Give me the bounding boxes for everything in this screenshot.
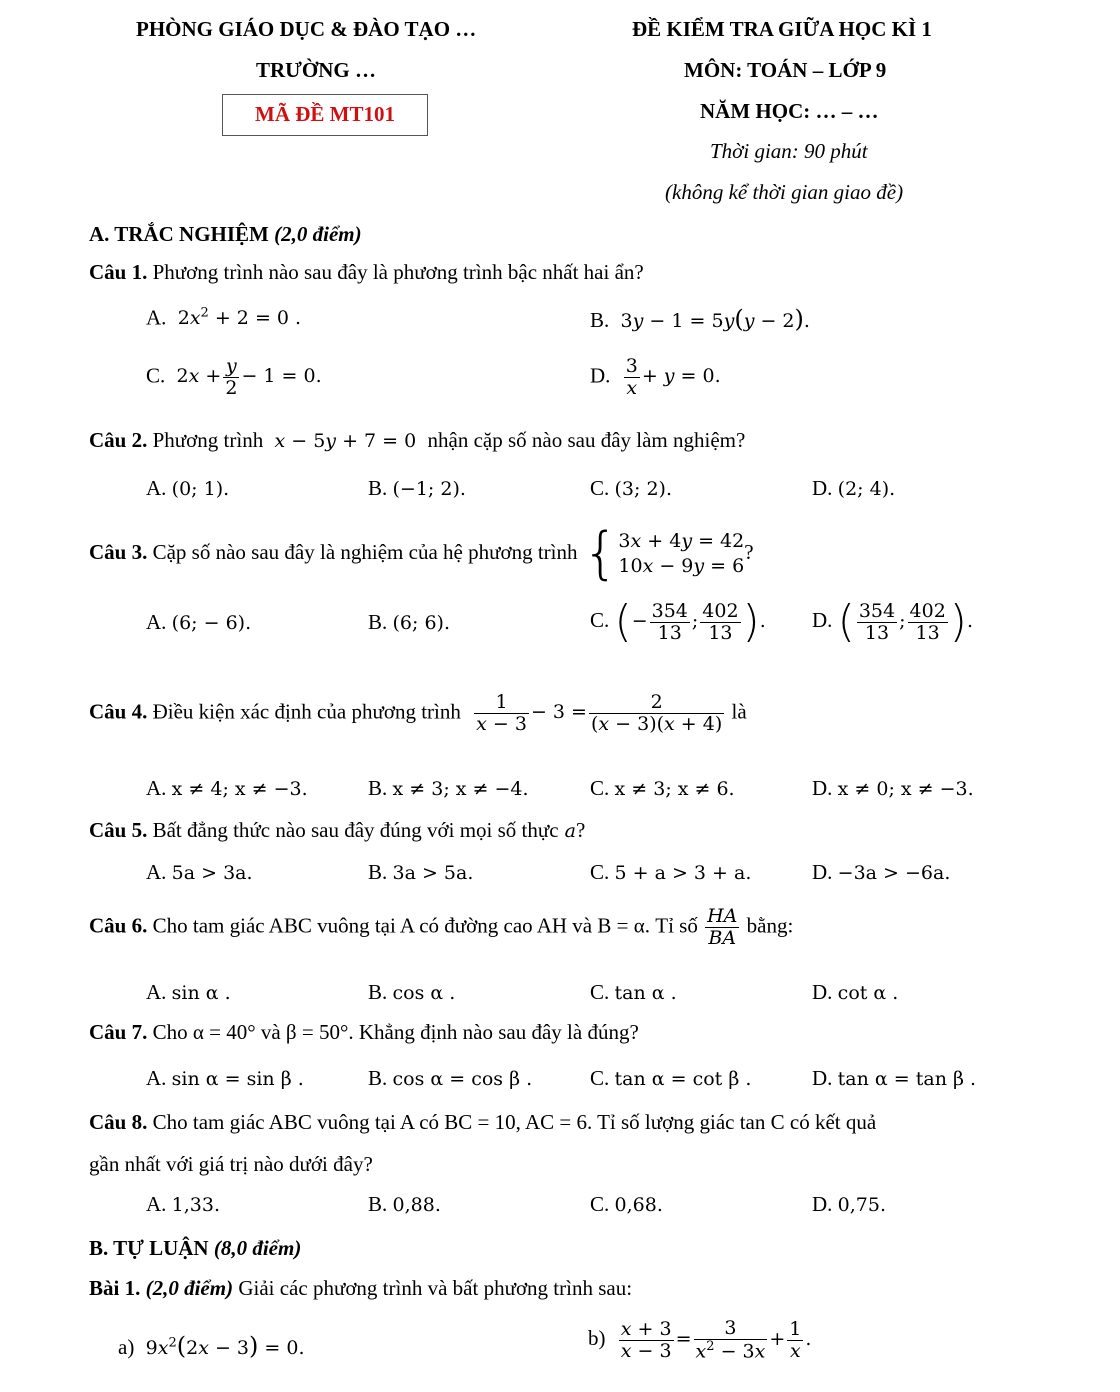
school-year: NĂM HỌC: … – … xyxy=(700,99,879,123)
q8-c-value: 0,68. xyxy=(614,1194,663,1216)
question-2 xyxy=(89,430,745,451)
q8-c-label: C. xyxy=(590,1192,610,1216)
q4-option-a xyxy=(146,778,308,799)
q8-text-line2: gần nhất với giá trị nào dưới đây? xyxy=(89,1152,373,1176)
q2-equation: x − 5y + 7 = 0 xyxy=(274,430,423,452)
bai-1 xyxy=(89,1278,632,1299)
q1-d-label: D. xyxy=(590,363,611,388)
q4-a-label: A. xyxy=(146,776,167,800)
q6-c-label: C. xyxy=(590,980,610,1004)
q8-b-value: 0,88. xyxy=(392,1194,441,1216)
q2-option-c xyxy=(590,478,672,499)
exam-title: ĐỀ KIỂM TRA GIỮA HỌC KÌ 1 xyxy=(632,17,932,41)
q3-option-c xyxy=(590,596,766,647)
q5-option-c xyxy=(590,862,751,883)
q1-c-math: 2x + $\frac{y}{2}$ − 1 = 0. xyxy=(170,355,322,399)
bai1-points: (2,0 điểm) xyxy=(145,1276,234,1300)
question-5: Câu 5. Bất đẳng thức nào sau đây đúng với mọi số thực a? xyxy=(89,818,586,842)
q6-b-label: B. xyxy=(368,980,388,1004)
q5-option-a xyxy=(146,862,253,883)
q6-a-value: sin α . xyxy=(171,982,231,1004)
section-a-points: (2,0 điểm) xyxy=(274,222,362,246)
section-a-title: A. TRẮC NGHIỆM xyxy=(89,222,269,246)
q6-option-b xyxy=(368,982,455,1003)
q1-b-label: B. xyxy=(590,308,610,332)
section-b-title: B. TỰ LUẬN xyxy=(89,1236,209,1260)
q7-label: Câu 7. xyxy=(89,1020,148,1044)
q1-option-c xyxy=(146,356,322,399)
q1-option-d xyxy=(590,356,721,399)
q6-option-d xyxy=(812,982,898,1003)
q7-d-value: tan α = tan β . xyxy=(837,1068,977,1090)
q7-option-a xyxy=(146,1068,304,1089)
q2-a-label: A. xyxy=(146,476,167,500)
q3-option-a xyxy=(146,612,251,633)
q8-a-value: 1,33. xyxy=(171,1194,221,1216)
part-b-math: $\frac{x + 3}{x - 3}$ = $\frac{3}{x^2 - 3x}$ + $\frac{1}{x}$ . xyxy=(620,1317,812,1363)
q2-post: nhận cặp số nào sau đây làm nghiệm? xyxy=(427,428,746,452)
q5-b-value: 3a > 5a. xyxy=(392,862,474,884)
part-a-math: $9x^2(2x - 3) = 0$. xyxy=(139,1332,305,1360)
q2-option-d xyxy=(812,478,895,499)
q3-option-d xyxy=(812,596,973,647)
q1-option-b xyxy=(590,307,810,331)
exam-code: MÃ ĐỀ MT101 xyxy=(255,102,395,126)
q7-a-label: A. xyxy=(146,1066,167,1090)
bai1-part-a xyxy=(118,1334,305,1358)
q6-c-value: tan α . xyxy=(614,982,677,1004)
q8-option-b xyxy=(368,1194,441,1215)
q6-label: Câu 6. xyxy=(89,913,148,938)
bai1-text: Giải các phương trình và bất phương trình sau: xyxy=(238,1276,633,1300)
q4-d-value: x ≠ 0; x ≠ −3. xyxy=(837,778,974,800)
q5-b-label: B. xyxy=(368,860,388,884)
q6-d-value: cot α . xyxy=(837,982,899,1004)
q1-a-math: $2x^2 + 2 = 0$ . xyxy=(171,306,302,330)
q1-a-label: A. xyxy=(146,305,167,330)
q3-d-math: ( $\frac{354}{13}$ ; $\frac{402}{13}$ ). xyxy=(837,596,973,647)
q3-a-label: A. xyxy=(146,610,167,634)
q1-label: Câu 1. xyxy=(89,260,148,284)
subject: MÔN: TOÁN – LỚP 9 xyxy=(684,58,887,82)
exam-time: Thời gian: 90 phút xyxy=(710,139,868,163)
q8-option-a xyxy=(146,1194,220,1215)
q1-d-math: $\frac{3}{x}$ + y = 0. xyxy=(625,355,721,399)
q4-option-c xyxy=(590,778,735,799)
q6-b-value: cos α . xyxy=(392,982,456,1004)
question-4 xyxy=(89,692,747,735)
q6-option-c xyxy=(590,982,677,1003)
q2-c-label: C. xyxy=(590,476,610,500)
q2-option-a xyxy=(146,478,229,499)
q3-a-value: (6; − 6). xyxy=(171,612,252,634)
q3-c-label: C. xyxy=(590,608,610,632)
bai1-label: Bài 1. xyxy=(89,1276,141,1300)
q8-option-d xyxy=(812,1194,886,1215)
question-1 xyxy=(89,262,644,283)
q5-c-label: C. xyxy=(590,860,610,884)
q5-d-label: D. xyxy=(812,860,833,884)
q1-c-label: C. xyxy=(146,363,166,388)
part-a-label: a) xyxy=(118,1335,135,1359)
q3-label: Câu 3. xyxy=(89,539,148,564)
q2-b-label: B. xyxy=(368,476,388,500)
q5-c-value: 5 + a > 3 + a. xyxy=(614,862,752,884)
q8-d-label: D. xyxy=(812,1192,833,1216)
q4-b-label: B. xyxy=(368,776,388,800)
q7-option-d xyxy=(812,1068,976,1089)
q2-pre: Phương trình xyxy=(152,428,264,452)
dept-name: PHÒNG GIÁO DỤC & ĐÀO TẠO … xyxy=(136,17,477,41)
q8-b-label: B. xyxy=(368,1192,388,1216)
question-3: Câu 3. Cặp số nào sau đây là nghiệm của hệ phương trình {3x + 4y = 42 10x − 9y = 6? xyxy=(89,521,754,586)
q1-option-a xyxy=(146,307,301,328)
q1-b-math: 3y − 1 = 5y(y − 2). xyxy=(614,305,810,333)
q5-label: Câu 5. xyxy=(89,818,148,842)
q7-b-value: cos α = cos β . xyxy=(392,1068,533,1090)
q4-option-d xyxy=(812,778,974,799)
q3-system: 3x + 4y = 42 10x − 9y = 6 xyxy=(618,530,745,577)
q4-text: Điều kiện xác định của phương trình xyxy=(152,699,461,724)
q7-a-value: sin α = sin β . xyxy=(171,1068,304,1090)
q4-post: là xyxy=(731,699,747,724)
q4-c-value: x ≠ 3; x ≠ 6. xyxy=(614,778,735,800)
q3-b-value: (6; 6). xyxy=(392,612,450,634)
q8-d-value: 0,75. xyxy=(837,1194,887,1216)
q2-label: Câu 2. xyxy=(89,428,148,452)
q2-a-value: (0; 1). xyxy=(171,478,230,500)
q7-c-label: C. xyxy=(590,1066,610,1090)
q6-text: Cho tam giác ABC vuông tại A có đường cao AH và B = α. Tỉ số xyxy=(152,913,698,938)
left-brace: { xyxy=(582,521,619,586)
q4-c-label: C. xyxy=(590,776,610,800)
q7-option-c xyxy=(590,1068,751,1089)
q4-option-b xyxy=(368,778,529,799)
q5-var: a xyxy=(558,820,576,842)
q1-text: Phương trình nào sau đây là phương trình bậc nhất hai ẩn? xyxy=(152,260,644,284)
q2-d-label: D. xyxy=(812,476,833,500)
q2-c-value: (3; 2). xyxy=(614,478,672,500)
q6-ratio: $\frac{HA}{BA}$ xyxy=(707,905,738,949)
q2-option-b xyxy=(368,478,466,499)
q7-option-b xyxy=(368,1068,532,1089)
q6-option-a xyxy=(146,982,231,1003)
q7-c-value: tan α = cot β . xyxy=(614,1068,752,1090)
section-b-heading xyxy=(89,1238,301,1259)
question-8 xyxy=(89,1112,876,1133)
time-note: (không kể thời gian giao đề) xyxy=(665,180,904,204)
section-b-points: (8,0 điểm) xyxy=(213,1236,302,1260)
q6-d-label: D. xyxy=(812,980,833,1004)
q8-text: Cho tam giác ABC vuông tại A có BC = 10, AC = 6. Tỉ số lượng giác tan C có kết quả xyxy=(152,1110,877,1134)
q5-d-value: −3a > −6a. xyxy=(837,862,951,884)
q4-b-value: x ≠ 3; x ≠ −4. xyxy=(392,778,529,800)
q7-b-label: B. xyxy=(368,1066,388,1090)
q8-a-label: A. xyxy=(146,1192,167,1216)
part-b-label: b) xyxy=(588,1326,606,1351)
school-name: TRƯỜNG … xyxy=(256,58,376,82)
q7-d-label: D. xyxy=(812,1066,833,1090)
q3-c-math: (− $\frac{354}{13}$ ; $\frac{402}{13}$ ). xyxy=(614,596,766,647)
exam-code-box xyxy=(222,94,428,136)
q7-text: Cho α = 40° và β = 50°. Khẳng định nào sau đây là đúng? xyxy=(152,1020,639,1044)
q5-option-b xyxy=(368,862,473,883)
q4-label: Câu 4. xyxy=(89,699,148,724)
section-a-heading xyxy=(89,224,362,245)
q8-option-c xyxy=(590,1194,663,1215)
question-7 xyxy=(89,1022,639,1043)
q3-option-b xyxy=(368,612,450,633)
q4-equation: $\frac{1}{x - 3}$ − 3 = $\frac{2}{(x - 3)(x + 4)}$ xyxy=(476,691,723,735)
q5-text: Bất đẳng thức nào sau đây đúng với mọi số thực xyxy=(152,818,559,842)
q2-b-value: (−1; 2). xyxy=(392,478,466,500)
q6-a-label: A. xyxy=(146,980,167,1004)
q4-d-label: D. xyxy=(812,776,833,800)
q8-label: Câu 8. xyxy=(89,1110,148,1134)
q2-d-value: (2; 4). xyxy=(837,478,896,500)
question-6 xyxy=(89,906,793,949)
q4-a-value: x ≠ 4; x ≠ −3. xyxy=(171,778,308,800)
q5-option-d xyxy=(812,862,950,883)
q3-text: Cặp số nào sau đây là nghiệm của hệ phương trình xyxy=(152,539,578,564)
q5-a-value: 5a > 3a. xyxy=(171,862,253,884)
bai1-part-b xyxy=(588,1318,811,1362)
q3-d-label: D. xyxy=(812,608,833,632)
q5-a-label: A. xyxy=(146,860,167,884)
q3-b-label: B. xyxy=(368,610,388,634)
q6-post: bằng: xyxy=(746,913,794,938)
